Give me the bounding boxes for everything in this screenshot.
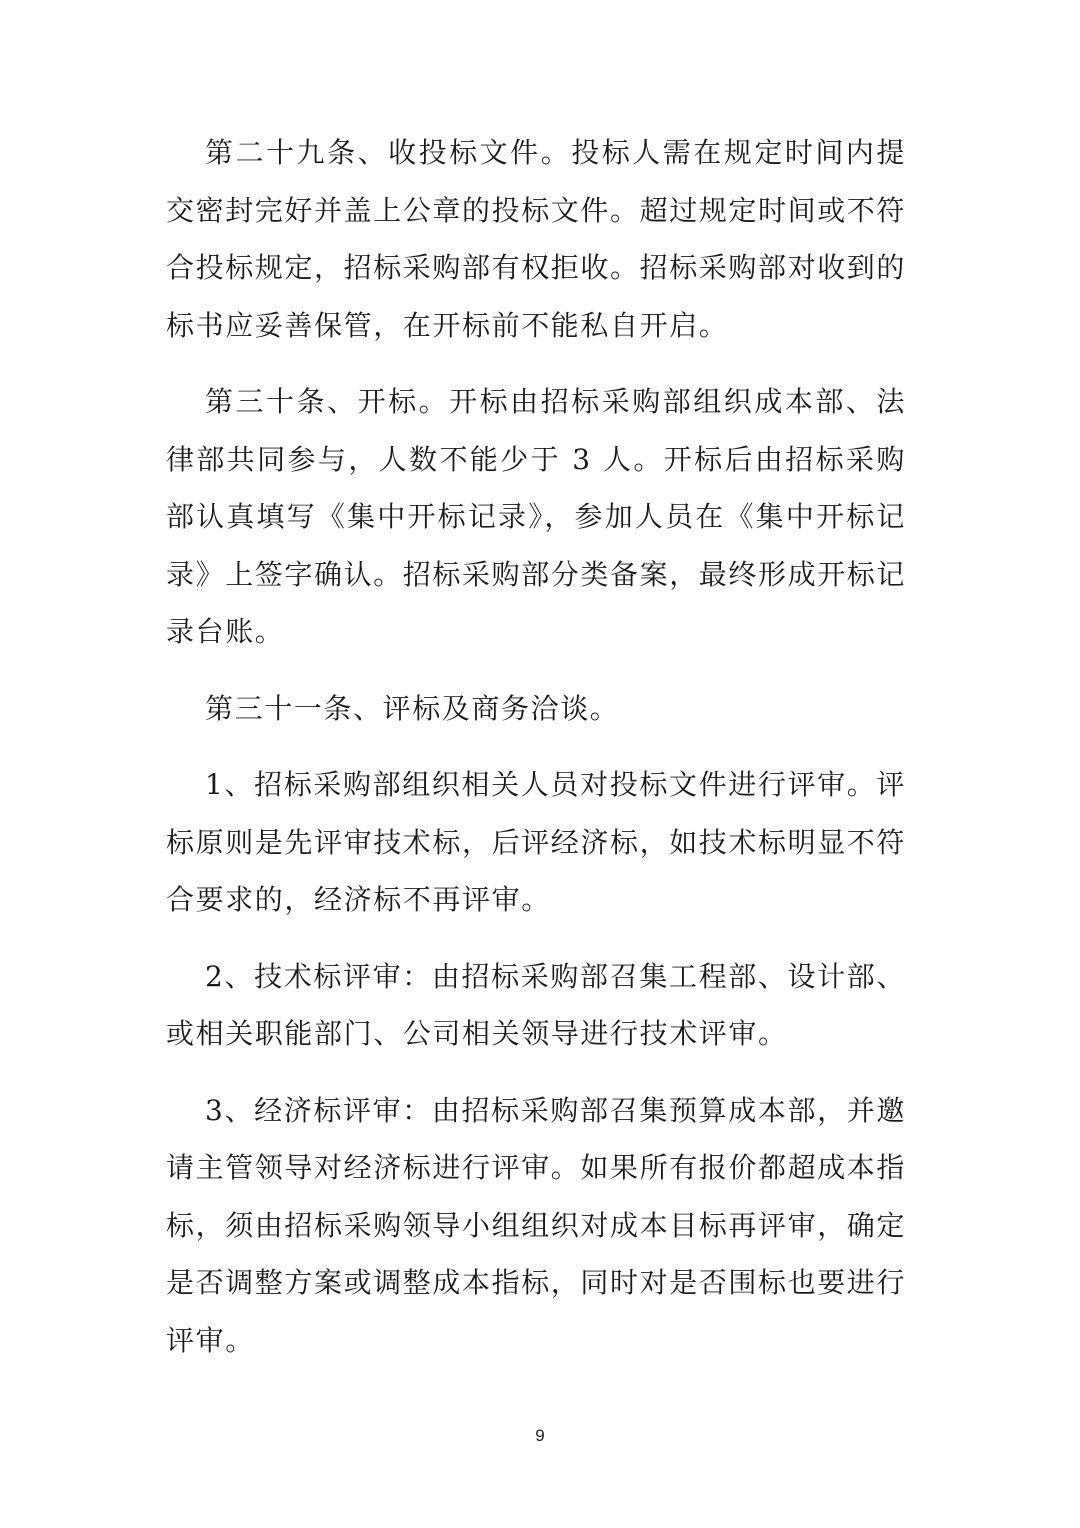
article-31-item-1: 1、招标采购部组织相关人员对投标文件进行评审。评标原则是先评审技术标，后评经济标，如技术标明显不符合要求的，经济标不再评审。 xyxy=(166,768,907,916)
page-number: 9 xyxy=(535,1426,545,1445)
page-body xyxy=(166,124,906,1369)
article-31-heading: 第三十一条、评标及商务洽谈。 xyxy=(205,691,620,725)
article-31-item-2: 2、技术标评审：由招标采购部召集工程部、设计部、或相关职能部门、公司相关领导进行技术评审。 xyxy=(166,959,906,1050)
article-30-paragraph: 第三十条、开标。开标由招标采购部组织成本部、法律部共同参与，人数不能少于 3 人。开标后由招标采购部认真填写《集中开标记录》，参加人员在《集中开标记录》上签字确认。招标采购部分类备案，最终形成开标记录台账。 xyxy=(166,385,907,648)
article-29-paragraph: 第二十九条、收投标文件。投标人需在规定时间内提交密封完好并盖上公章的投标文件。超过规定时间或不符合投标规定，招标采购部有权拒收。招标采购部对收到的标书应妥善保管，在开标前不能私自开启。 xyxy=(166,136,907,342)
article-31-item-3: 3、经济标评审：由招标采购部召集预算成本部，并邀请主管领导对经济标进行评审。如果所有报价都超成本指标，须由招标采购领导小组组织对成本目标再评审，确定是否调整方案或调整成本指标，同时对是否围标也要进行评审。 xyxy=(166,1093,907,1357)
